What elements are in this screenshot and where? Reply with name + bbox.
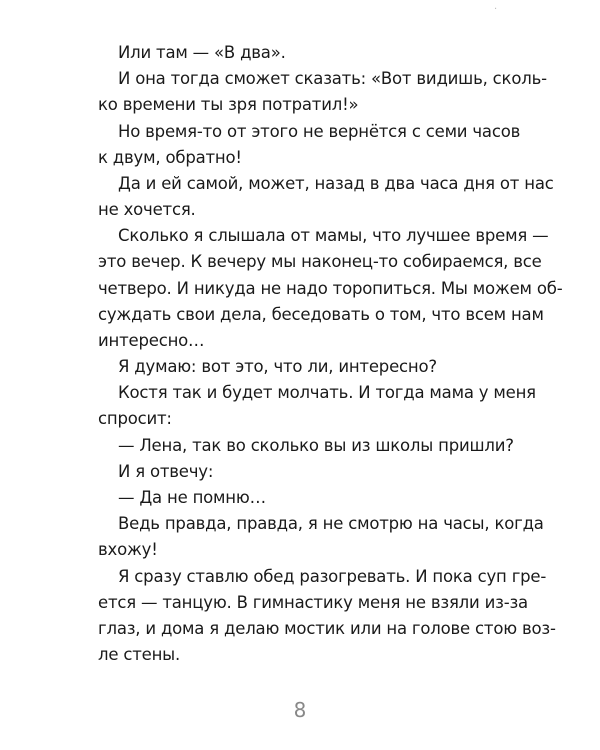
text-line: спросит: [98,409,172,428]
text-line: ется — танцую. В гимнастику меня не взяли из-за [98,593,528,612]
text-line: четверо. И никуда не надо торопиться. Мы можем об- [98,279,563,298]
text-line: — Лена, так во сколько вы из школы пришли? [118,436,514,455]
text-line: Я думаю: вот это, что ли, интересно? [118,357,437,376]
text-line: Костя так и будет молчать. И тогда мама у меня [118,383,536,402]
text-line: Ведь правда, правда, я не смотрю на часы, когда [118,514,544,533]
text-line: интересно… [98,331,205,350]
text-line: суждать свои дела, беседовать о том, что всем нам [98,305,544,324]
text-line: вхожу! [98,540,158,559]
text-line: ле стены. [98,645,181,664]
text-line: глаз, и дома я делаю мостик или на голове стою воз- [98,619,556,638]
text-line: это вечер. К вечеру мы наконец-то собираемся, все [98,252,542,271]
text-line: И она тогда сможет сказать: «Вот видишь, сколь- [118,69,547,88]
text-line: Или там — «В два». [118,43,286,62]
corner-mark: · [494,4,498,15]
text-line: Да и ей самой, может, назад в два часа дня от нас [118,174,554,193]
text-line: Я сразу ставлю обед разогревать. И пока суп гре- [118,567,547,586]
text-line: Сколько я слышала от мамы, что лучшее время — [118,226,549,245]
text-line: — Да не помню… [118,488,266,507]
text-line: не хочется. [98,200,196,219]
text-line: И я отвечу: [118,462,214,481]
text-line: Но время-то от этого не вернётся с семи часов [118,122,521,141]
text-line: к двум, обратно! [98,148,242,167]
page-number: 8 [293,698,307,722]
text-line: ко времени ты зря потратил!» [98,95,359,114]
